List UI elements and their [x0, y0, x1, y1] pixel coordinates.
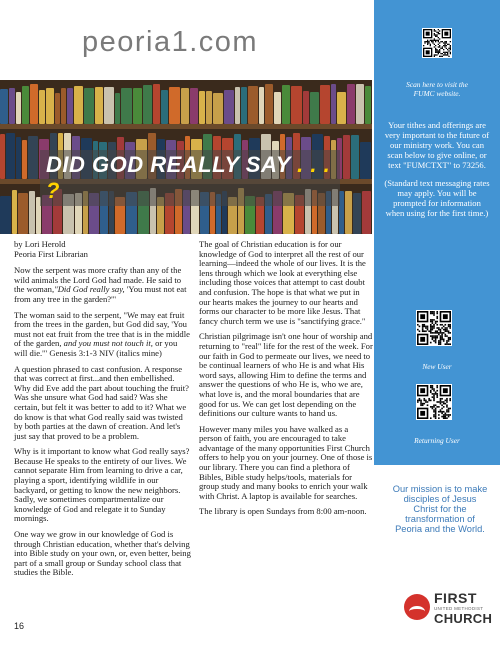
book-spine [0, 134, 5, 179]
new-user-qr-code[interactable] [416, 310, 452, 346]
giving-sidebar [374, 0, 500, 465]
book-spine [0, 89, 8, 124]
book-spine [46, 88, 54, 124]
book-spine [347, 84, 355, 124]
site-url-heading: peoria1.com [82, 26, 259, 58]
book-spine [121, 88, 132, 124]
article-paragraph: However many miles you have walked as a person of faith, you are encouraged to take advantage of the many opportunities First Church offers to help you on your journey. One of those is our library. There you can find a plethora of Bibles, Bible study helps/tools, materials for group study and many books to enrich your walk with Christ. A laptop is available for searches. [199, 423, 373, 501]
book-row [0, 80, 372, 124]
article-paragraph: The goal of Christian education is for our knowledge of God to interpret all the rest of our learning—indeed the whole of our lives. It is the lens through which we look at everything else including those voices that attempt to cast doubt and confusion. The hope is that what we put in our hearts makes the journey to our hearts and forms our character to be more like Jesus. That fancy church term we use is "sanctifying grace." [199, 239, 366, 326]
page-number: 16 [14, 621, 25, 631]
book-spine [16, 92, 21, 124]
book-spine [22, 86, 29, 124]
book-spine [74, 86, 83, 124]
book-spine [224, 90, 234, 124]
book-spine [9, 88, 15, 124]
book-spine [143, 85, 152, 124]
book-spine [67, 88, 73, 124]
book-spine [55, 93, 60, 124]
byline: by Lori Herold [14, 239, 66, 249]
book-spine [362, 191, 371, 234]
returning-user-qr-code[interactable] [416, 384, 452, 420]
article-paragraph: A question phrased to cast confusion. A response that was correct at first...and then embellished. Why did Eve add the part about touching the fruit? Was she unsure what God had said? Was she certain, but felt it was better to add to it? What we do know is that what God really said was twisted by both parties at the dawn of creation. And let's just say that proved to be a problem. [14, 363, 189, 441]
new-user-label: New User [422, 362, 452, 371]
book-spine [320, 85, 330, 124]
book-spine [6, 133, 15, 179]
book-spine [337, 92, 347, 124]
book-spine [241, 87, 247, 124]
book-spine [303, 91, 309, 124]
book-spine [95, 87, 103, 124]
logo-first: FIRST [434, 590, 477, 606]
rates-text: (Standard text messaging rates may apply. You will be prompted for information when using for the first time.) [384, 178, 490, 218]
book-spine [190, 88, 198, 124]
book-spine [356, 84, 364, 124]
book-spine [18, 193, 28, 234]
book-spine [115, 93, 120, 124]
book-spine [291, 86, 302, 124]
p1-text-end: 'You must not eat from any tree in the garden?'" [14, 284, 187, 304]
article-title-dots: . . . ? [46, 152, 331, 203]
book-spine [199, 91, 205, 124]
qr-caption: Scan here to visit the FUMC website. [406, 80, 468, 98]
p1-italic: "Did God really say, [54, 284, 125, 295]
book-spine [274, 92, 282, 124]
book-spine [12, 190, 17, 234]
book-spine [0, 196, 11, 234]
website-qr-code[interactable] [422, 28, 452, 58]
article-title-main: DID GOD REALLY SAY [46, 152, 291, 177]
book-spine [248, 86, 258, 124]
book-spine [235, 87, 240, 124]
p2-italic: and you must not touch it, [63, 338, 153, 349]
book-spine [310, 92, 319, 124]
book-spine [345, 191, 352, 234]
book-spine [206, 91, 212, 124]
book-spine [331, 84, 336, 124]
book-spine [360, 142, 371, 179]
book-spine [213, 93, 224, 124]
book-spine [39, 90, 45, 124]
book-spine [161, 90, 168, 124]
book-spine [259, 87, 264, 124]
article-title [40, 150, 340, 206]
article-paragraph [14, 266, 192, 304]
book-spine [353, 193, 361, 234]
p2-text-end: or you will die.'" Genesis 3:1-3 NIV (italics mine) [14, 338, 178, 358]
book-spine [365, 86, 371, 124]
book-spine [153, 84, 161, 124]
book-spine [343, 135, 350, 179]
book-spine [16, 137, 21, 179]
book-spine [29, 191, 35, 234]
article-column-right [199, 240, 373, 523]
mission-statement: Our mission is to make disciples of Jesus Christ for the transformation of Peoria and the World. [392, 484, 488, 534]
p2-text: The woman said to the serpent, "We may eat fruit from the trees in the garden, but God did say, 'You must not eat fruit from the tree that is in the middle of the garden, [14, 309, 190, 349]
book-spine [265, 84, 273, 124]
article-paragraph: Christian pilgrimage isn't one hour of worship and returning to "real" life for the rest of the week. For our faith in God to permeate our lives, we need to be continual learners of who He is and what His word says, allowing Him to define the terms and answer the questions of who He is, who we are, what love is, and the moral boundaries that are good for us. We can get lost depending on the definitions our culture wants to hand us. [199, 331, 373, 419]
book-spine [351, 135, 359, 179]
article-column-left [14, 240, 192, 584]
book-spine [133, 88, 142, 124]
church-logo [404, 588, 496, 628]
article-paragraph: One way we grow in our knowledge of God is through Christian education, whether that's delving into Bible study on your own, or, even better, being part of a small group or Sunday school class that studies the Bible. [14, 529, 191, 578]
bookshelf-banner [0, 80, 372, 234]
book-spine [181, 88, 189, 124]
giving-text: Your tithes and offerings are very important to the future of our ministry work. You can scan below to give online, or text "FUMCTXT" to 73256. [384, 120, 490, 170]
book-spine [104, 87, 114, 124]
book-spine [84, 88, 95, 124]
p1-text: Now the serpent was more crafty than any of the wild animals the Lord God had made. He said to the woman, [14, 265, 182, 295]
book-spine [30, 84, 39, 124]
book-spine [28, 136, 38, 179]
logo-methodist: UNITED METHODIST [434, 606, 484, 611]
article-paragraph [14, 311, 192, 359]
book-spine [169, 87, 180, 124]
giving-text-block [384, 120, 490, 226]
cross-flame-icon [404, 594, 430, 620]
article-paragraph: Why is it important to know what God really says? Because He speaks to the entirety of our lives. We cannot separate Him from learning to drive a car, playing a sport, identifying wildlife in our backyard, or getting to know the new neighbors. Sadly, we sometimes compartmentalize our knowledge of God and relegate it to Sunday mornings. [14, 446, 190, 524]
book-spine [61, 88, 66, 124]
book-spine [282, 85, 290, 124]
author-role: Peoria First Librarian [14, 248, 88, 259]
logo-church: CHURCH [434, 611, 493, 626]
returning-user-label: Returning User [414, 436, 460, 445]
book-spine [22, 140, 27, 179]
article-paragraph: The library is open Sundays from 8:00 am-noon. [199, 506, 367, 517]
